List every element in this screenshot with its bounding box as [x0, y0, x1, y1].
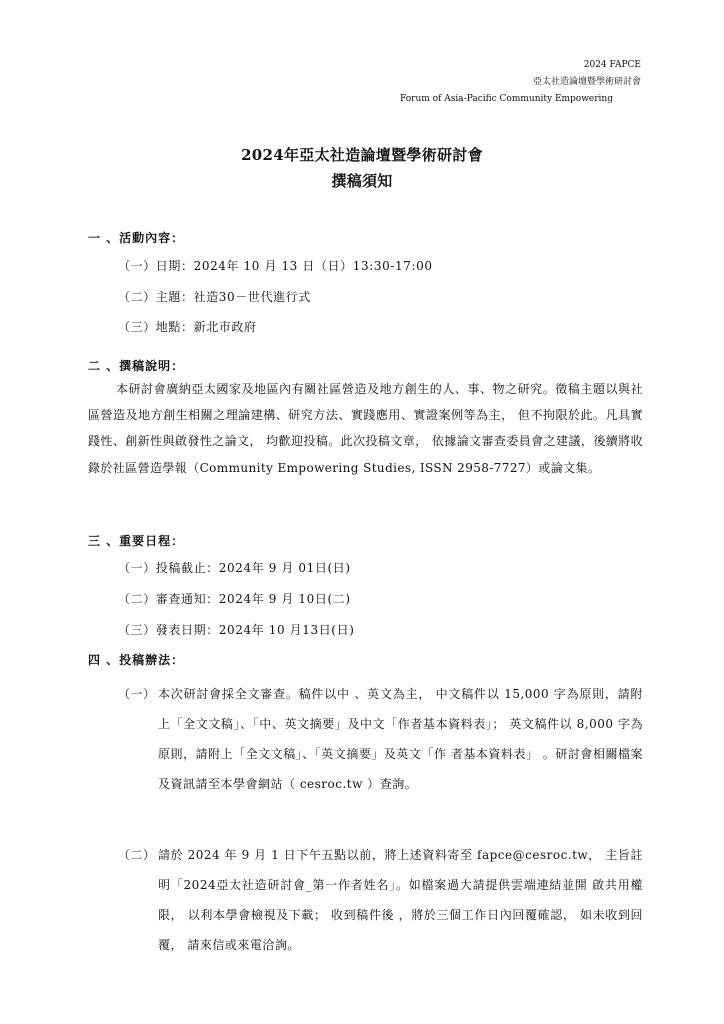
activity-location: （三）地點：新北市政府	[118, 320, 257, 334]
title-main: 2024年亞太社造論壇暨學術研討會	[241, 146, 483, 164]
submission-entry-label: （一）	[118, 687, 156, 701]
submission-entry	[118, 840, 643, 960]
schedule-presentation-date: （三）發表日期：2024年 10 月13日(日)	[118, 623, 355, 637]
header-event-code: 2024 FAPCE	[583, 60, 641, 70]
submission-entry	[118, 679, 643, 799]
section-heading-activity: 一 、活動內容：	[88, 231, 185, 245]
submission-entry-text: 請於 2024 年 9 月 1 日下午五點以前，將上述資料寄至 fapce@cesroc.tw， 主旨註明「2024亞太社造研討會_第一作者姓名」。如檔案過大請提供雲端連結並開 啟共用權限， 以利本學會檢視及下載； 收到稿件後 ，將於三個工作日內回覆確認， 如未收到回覆， 請來信或來電洽詢。	[158, 848, 643, 952]
header-event-name: 亞太社造論壇暨學術研討會	[532, 77, 641, 87]
activity-date: （一）日期：2024年 10 月 13 日（日）13:30-17:00	[118, 259, 433, 273]
section-heading-writing: 二 、撰稿說明：	[88, 359, 185, 373]
schedule-deadline: （一）投稿截止：2024年 9 月 01日(日)	[118, 561, 351, 575]
submission-entry-label: （二）	[118, 848, 156, 862]
schedule-review-notice: （二）審查通知：2024年 9 月 10日(二)	[118, 592, 351, 606]
title-sub: 撰稿須知	[331, 172, 393, 190]
writing-description: 本研討會廣納亞太國家及地區內有關社區營造及地方創生的人、事、物之研究。徵稿主題以與社區營造及地方創生相關之理論建構、研究方法、實踐應用、實證案例等為主， 但不拘限於此。凡具實踐性、創新性與啟發性之論文， 均歡迎投稿。此次投稿文章， 依據論文審查委員會之建議，後續將收錄於社區營造學報（Community Empowering Studies, ISSN 2958-7727）或論文集。	[88, 382, 643, 475]
header-english-name: Forum of Asia-Pacific Community Empowering	[400, 94, 613, 104]
section-heading-schedule: 三 、重要日程：	[88, 534, 185, 548]
section-heading-submission: 四 、投稿辦法：	[88, 653, 185, 667]
document-title	[0, 142, 724, 194]
activity-theme: （二）主題：社造30－世代進行式	[118, 290, 311, 304]
submission-entry-text: 本次研討會採全文審查。稿件以中 、英文為主， 中文稿件以 15,000 字為原則，請附上「全文文稿」、「中、英文摘要」及中文「作者基本資料表」； 英文稿件以 8,000 字為原則，請附上「全文文稿」、「英文摘要」及英文「作 者基本資料表」 。研討會相關檔案及資訊請至本學會網站（ cesroc.tw ）查詢。	[158, 687, 643, 791]
page-header	[400, 57, 641, 108]
